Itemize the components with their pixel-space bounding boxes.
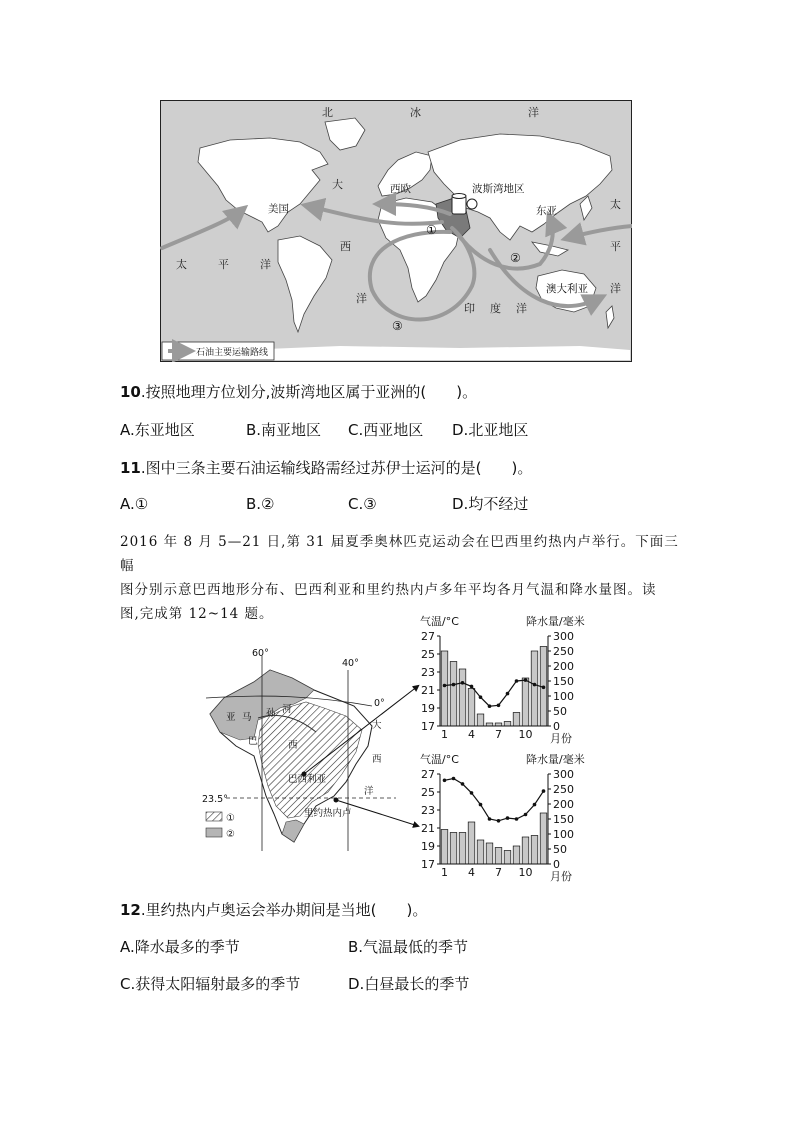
- q10-option-d[interactable]: D.北亚地区: [452, 421, 529, 439]
- precip-bar: [513, 846, 520, 864]
- q10-option-a[interactable]: A.东亚地区: [120, 421, 195, 439]
- precip-bar: [522, 678, 529, 726]
- persian-gulf-label: 波斯湾地区: [472, 183, 525, 195]
- temperature-point: [533, 803, 537, 807]
- temperature-point: [497, 819, 501, 823]
- temperature-axis-title: 气温/°C: [420, 753, 459, 766]
- arctic-label-1: 北: [322, 106, 333, 119]
- question-text: .图中三条主要石油运输线路需经过苏伊士运河的是( )。: [140, 459, 533, 477]
- precip-bar: [468, 822, 475, 864]
- left-tick-label: 17: [421, 858, 435, 871]
- precip-bar: [486, 843, 493, 864]
- right-tick-label: 250: [553, 645, 574, 658]
- pacific-w-label-1: 太: [176, 258, 187, 271]
- precip-bar: [459, 833, 466, 865]
- x-tick-label: 10: [518, 866, 533, 879]
- precip-bar: [495, 848, 502, 865]
- temperature-point: [542, 789, 546, 793]
- pacific-e-label-2: 平: [610, 240, 621, 253]
- pacific-e-label-3: 洋: [610, 282, 621, 295]
- question-11: [120, 458, 532, 478]
- right-tick-label: 50: [553, 843, 567, 856]
- right-tick-label: 50: [553, 705, 567, 718]
- legend-label: 石油主要运输路线: [196, 348, 269, 358]
- rio-label: 里约热内卢: [304, 808, 352, 819]
- route-2-marker: ②: [510, 251, 521, 265]
- right-tick-label: 100: [553, 828, 574, 841]
- right-tick-label: 200: [553, 798, 574, 811]
- x-axis-title: 月份: [550, 732, 572, 744]
- temperature-point: [497, 704, 501, 708]
- map-legend: [162, 342, 274, 360]
- world-oil-routes-map: [160, 100, 632, 362]
- amazon-char-1: 亚: [226, 712, 236, 723]
- q12-option-d[interactable]: D.白昼最长的季节: [348, 975, 470, 993]
- australia-label: 澳大利亚: [546, 283, 588, 295]
- temperature-point: [470, 791, 474, 795]
- temperature-point: [479, 695, 483, 699]
- precipitation-axis-title: 降水量/毫米: [526, 753, 585, 766]
- basin-char-2: 西: [288, 740, 298, 751]
- indian-label-2: 度: [490, 302, 501, 315]
- precip-bar: [459, 669, 466, 726]
- right-tick-label: 150: [553, 813, 574, 826]
- intro-paragraph: [120, 530, 680, 626]
- precip-bar: [504, 851, 511, 865]
- temperature-point: [443, 684, 447, 688]
- temperature-point: [470, 685, 474, 689]
- question-text: .里约热内卢奥运会举办期间是当地( )。: [140, 901, 428, 919]
- tropic-label: 23.5°: [202, 794, 228, 805]
- legend-swatch-1: [206, 812, 222, 821]
- pacific-e-label-1: 太: [610, 198, 621, 211]
- precip-bar: [441, 830, 448, 865]
- q11-option-b[interactable]: B.②: [246, 495, 275, 513]
- temperature-axis-title: 气温/°C: [420, 615, 459, 628]
- right-tick-label: 0: [553, 858, 560, 871]
- precip-bar: [504, 722, 511, 727]
- x-tick-label: 1: [441, 866, 448, 879]
- atlantic-char-1: 大: [372, 720, 382, 731]
- east-asia-label: 东亚: [536, 205, 557, 217]
- atlantic-label-1: 大: [332, 178, 343, 191]
- lon40-label: 40°: [342, 658, 359, 669]
- lon60-label: 60°: [252, 648, 269, 659]
- arctic-label-3: 洋: [528, 106, 539, 119]
- usa-label: 美国: [268, 203, 289, 215]
- right-tick-label: 150: [553, 675, 574, 688]
- precip-bar: [531, 836, 538, 865]
- x-axis-title: 月份: [550, 870, 572, 883]
- x-tick-label: 7: [495, 728, 502, 741]
- atlantic-label-2: 西: [340, 240, 351, 253]
- q11-option-c[interactable]: C.③: [348, 495, 377, 513]
- left-tick-label: 21: [421, 822, 435, 835]
- precipitation-axis-title: 降水量/毫米: [526, 615, 585, 628]
- equator-label: 0°: [374, 698, 385, 709]
- temperature-point: [461, 681, 465, 685]
- temperature-point: [515, 817, 519, 821]
- legend-label-1: ①: [226, 813, 235, 824]
- left-tick-label: 23: [421, 804, 435, 817]
- left-tick-label: 21: [421, 684, 435, 697]
- precip-bar: [477, 714, 484, 726]
- left-tick-label: 25: [421, 648, 435, 661]
- right-tick-label: 300: [553, 768, 574, 781]
- right-tick-label: 200: [553, 660, 574, 673]
- right-tick-label: 300: [553, 630, 574, 643]
- question-10: [120, 382, 477, 402]
- route-3-marker: ③: [392, 319, 403, 333]
- route-1-marker: ①: [426, 223, 437, 237]
- temperature-point: [452, 777, 456, 781]
- left-tick-label: 27: [421, 630, 435, 643]
- temperature-point: [461, 782, 465, 786]
- question-text: .按照地理方位划分,波斯湾地区属于亚洲的( )。: [140, 383, 478, 401]
- temperature-line: [445, 779, 544, 821]
- x-tick-label: 7: [495, 866, 502, 879]
- left-tick-label: 27: [421, 768, 435, 781]
- amazon-char-4: 河: [282, 704, 292, 715]
- precip-bar: [468, 689, 475, 727]
- left-tick-label: 25: [421, 786, 435, 799]
- x-tick-label: 1: [441, 728, 448, 741]
- pacific-w-label-3: 洋: [260, 258, 271, 271]
- precip-bar: [531, 651, 538, 726]
- q11-option-a[interactable]: A.①: [120, 495, 149, 513]
- x-tick-label: 4: [468, 728, 475, 741]
- question-number: 12: [120, 901, 141, 919]
- left-tick-label: 17: [421, 720, 435, 733]
- intro-line-3: 图,完成第 12~14 题。: [120, 606, 274, 622]
- right-tick-label: 100: [553, 690, 574, 703]
- temperature-point: [533, 683, 537, 687]
- question-number: 10: [120, 383, 141, 401]
- question-12: [120, 900, 427, 920]
- precip-bar: [441, 651, 448, 726]
- q12-option-b[interactable]: B.气温最低的季节: [348, 938, 469, 956]
- atlantic-label-3: 洋: [356, 292, 367, 305]
- temperature-point: [506, 692, 510, 696]
- intro-line-1: 2016 年 8 月 5—21 日,第 31 届夏季奥林匹克运动会在巴西里约热内卢举行。下面三幅: [120, 534, 679, 574]
- pacific-w-label-2: 平: [218, 258, 229, 271]
- rio-climate-chart: [416, 752, 596, 884]
- temperature-point: [488, 704, 492, 708]
- atlantic-char-2: 西: [372, 754, 382, 765]
- intro-line-2: 图分别示意巴西地形分布、巴西利亚和里约热内卢多年平均各月气温和降水量图。读: [120, 582, 657, 598]
- temperature-point: [515, 679, 519, 683]
- temperature-point: [452, 683, 456, 687]
- left-tick-label: 19: [421, 702, 435, 715]
- arctic-label-2: 冰: [410, 106, 421, 119]
- x-tick-label: 4: [468, 866, 475, 879]
- brasilia-climate-chart: [416, 614, 596, 744]
- basin-char-1: 巴: [248, 736, 258, 747]
- precip-bar: [513, 713, 520, 727]
- question-number: 11: [120, 459, 141, 477]
- temperature-point: [479, 803, 483, 807]
- atlantic-char-3: 洋: [364, 786, 374, 797]
- q10-option-c[interactable]: C.西亚地区: [348, 421, 424, 439]
- left-tick-label: 23: [421, 666, 435, 679]
- q12-option-a[interactable]: A.降水最多的季节: [120, 938, 240, 956]
- temperature-point: [488, 817, 492, 821]
- west-europe-label: 西欧: [390, 183, 411, 195]
- temperature-point: [506, 816, 510, 820]
- amazon-char-3: 孙: [266, 708, 276, 719]
- temperature-point: [443, 779, 447, 783]
- legend-label-2: ②: [226, 829, 235, 840]
- precip-bar: [450, 662, 457, 727]
- q11-option-d[interactable]: D.均不经过: [452, 495, 529, 513]
- temperature-point: [524, 678, 528, 682]
- amazon-char-2: 马: [242, 712, 252, 723]
- precip-bar: [540, 813, 547, 864]
- precip-bar: [522, 837, 529, 864]
- q10-option-b[interactable]: B.南亚地区: [246, 421, 322, 439]
- x-tick-label: 10: [518, 728, 533, 741]
- left-tick-label: 19: [421, 840, 435, 853]
- precip-bar: [450, 833, 457, 865]
- legend-swatch-2: [206, 828, 222, 837]
- q12-option-c[interactable]: C.获得太阳辐射最多的季节: [120, 975, 301, 993]
- brasilia-label: 巴西利亚: [288, 774, 327, 785]
- right-tick-label: 0: [553, 720, 560, 733]
- right-tick-label: 250: [553, 783, 574, 796]
- temperature-point: [524, 813, 528, 817]
- temperature-point: [542, 686, 546, 690]
- precip-bar: [477, 840, 484, 864]
- indian-label-1: 印: [464, 302, 475, 315]
- indian-label-3: 洋: [516, 302, 527, 315]
